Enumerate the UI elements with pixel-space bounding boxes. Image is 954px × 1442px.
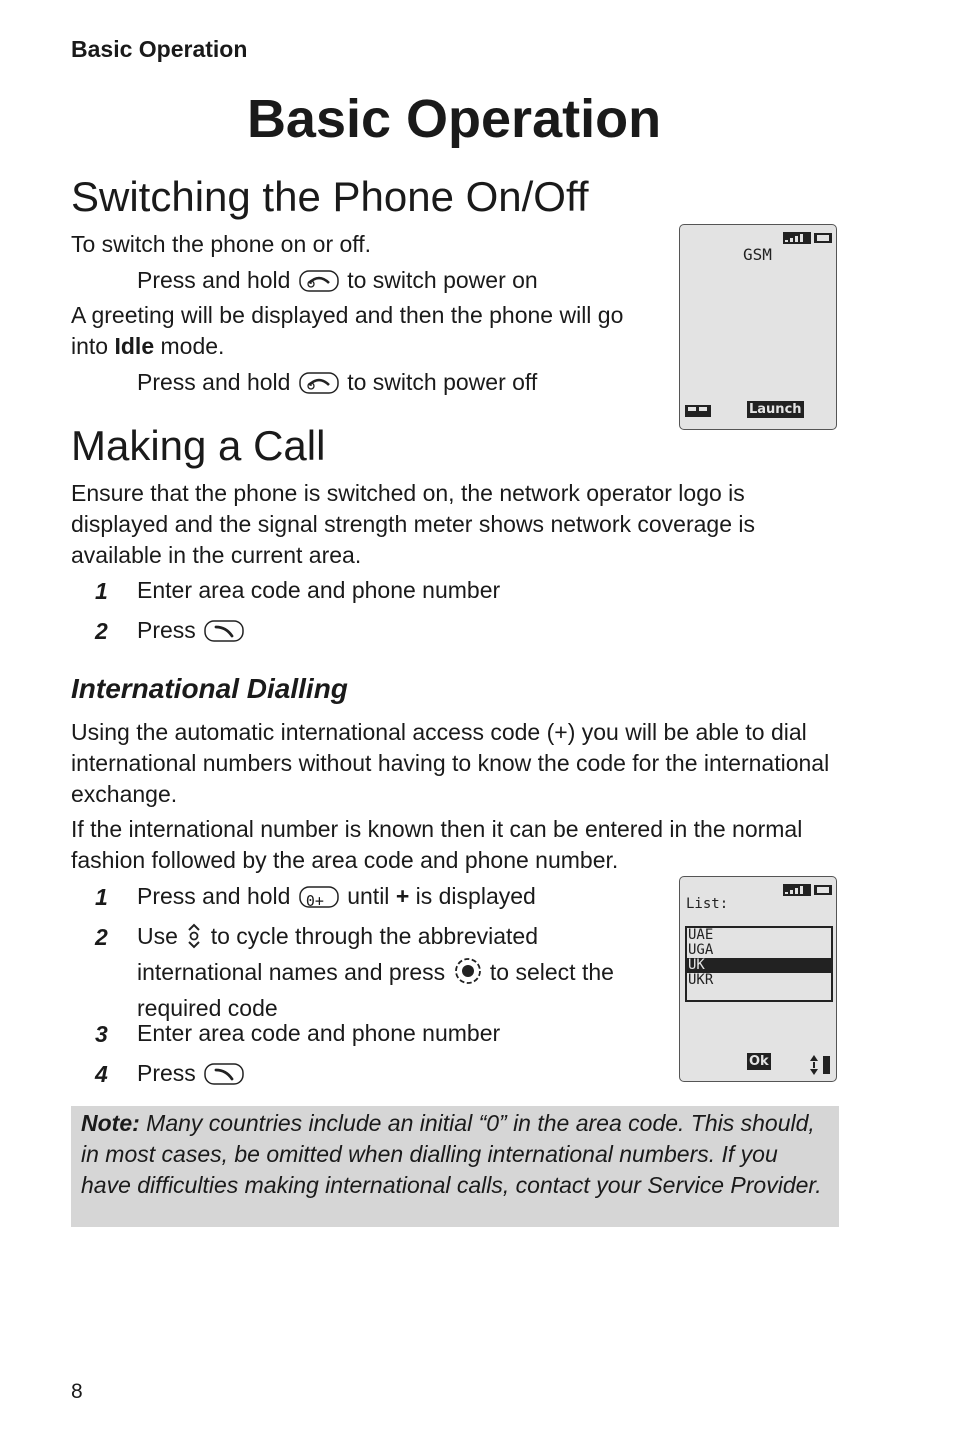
phone-screen-idle	[679, 224, 837, 430]
scroll-arrows-icon	[806, 1053, 832, 1077]
list-item-selected: UK	[687, 958, 831, 973]
zero-plus-key-label: 0+	[305, 892, 324, 910]
greeting-pre: A greeting will be displayed and then the phone will go into	[71, 302, 624, 359]
page-number: 8	[71, 1380, 83, 1403]
note-text: Many countries include an initial “0” in the area code. This should, in most cases, be omitted when dialling international numbers. If you have difficulties making international calls, contact your Service Provider.	[81, 1110, 822, 1198]
signal-strength-icon	[783, 232, 833, 244]
end-power-key-icon	[299, 269, 339, 301]
step-number: 2	[95, 618, 108, 644]
intl-para-2: If the international number is known then it can be entered in the normal fashion followed by the area code and phone number.	[71, 816, 803, 873]
signal-strength-icon	[783, 884, 833, 896]
section-heading-switching: Switching the Phone On/Off	[71, 173, 589, 220]
intl-step-1	[137, 881, 536, 917]
intl-para-1: Using the automatic international access code (+) you will be able to dial international numbers without having to know the code for the international exchange.	[71, 719, 830, 807]
note-box	[71, 1106, 839, 1227]
list-title: List:	[686, 896, 729, 912]
end-power-key-icon	[299, 371, 339, 403]
step-number: 4	[95, 1061, 108, 1087]
up-down-navigation-icon	[186, 923, 202, 957]
intl-step-4	[137, 1058, 246, 1094]
step-power-on-pre: Press and hold	[137, 267, 291, 293]
step-text: Press	[137, 617, 196, 643]
step1-post: is displayed	[415, 883, 536, 909]
plus-symbol: +	[395, 883, 410, 909]
section-heading-making-call: Making a Call	[71, 422, 326, 469]
switching-intro: To switch the phone on or off.	[71, 231, 372, 257]
select-center-key-icon	[454, 957, 482, 993]
step-power-off-pre: Press and hold	[137, 369, 291, 395]
softkey-ok: Ok	[749, 1054, 769, 1069]
step1-pre: Press and hold	[137, 883, 291, 909]
step-text: Enter area code and phone number	[137, 1020, 501, 1046]
send-key-icon	[204, 1062, 244, 1094]
list-item: UGA	[688, 942, 714, 958]
step-number: 1	[95, 578, 108, 604]
idle-label: Idle	[114, 333, 155, 359]
running-header: Basic Operation	[71, 36, 248, 62]
step2-mid: to cycle through the abbreviated international names and press	[137, 923, 539, 985]
intl-step-2	[137, 921, 667, 1024]
list-item: UAE	[688, 927, 714, 943]
zero-plus-key-icon	[299, 885, 339, 917]
step-text: Enter area code and phone number	[137, 577, 501, 603]
country-list	[685, 926, 833, 1002]
step-press-send	[137, 615, 246, 651]
send-key-icon	[204, 619, 244, 651]
step-power-off	[137, 367, 537, 403]
step-power-on-post: to switch power on	[347, 267, 538, 293]
note-label: Note:	[81, 1110, 140, 1136]
greeting-post: mode.	[154, 333, 225, 359]
step2-pre: Use	[137, 923, 178, 949]
step-number: 2	[95, 924, 108, 950]
page-title: Basic Operation	[246, 89, 662, 149]
step1-mid: until	[347, 883, 390, 909]
phone-screen-country-list	[679, 876, 837, 1082]
step-power-off-post: to switch power off	[347, 369, 538, 395]
step-power-on	[137, 265, 538, 301]
subsection-heading-intl: International Dialling	[71, 673, 348, 704]
step-number: 1	[95, 884, 108, 910]
step-text: Press	[137, 1060, 196, 1086]
operator-name: GSM	[743, 245, 772, 264]
making-call-intro: Ensure that the phone is switched on, the network operator logo is displayed and the signal strength meter shows network coverage is available in the current area.	[71, 480, 755, 568]
step-number: 3	[95, 1021, 108, 1047]
list-item: UKR	[688, 972, 714, 988]
phonebook-icon	[685, 404, 711, 418]
greeting-text	[71, 300, 651, 362]
step2-post: to select the required code	[137, 959, 614, 1021]
softkey-launch: Launch	[749, 402, 802, 417]
